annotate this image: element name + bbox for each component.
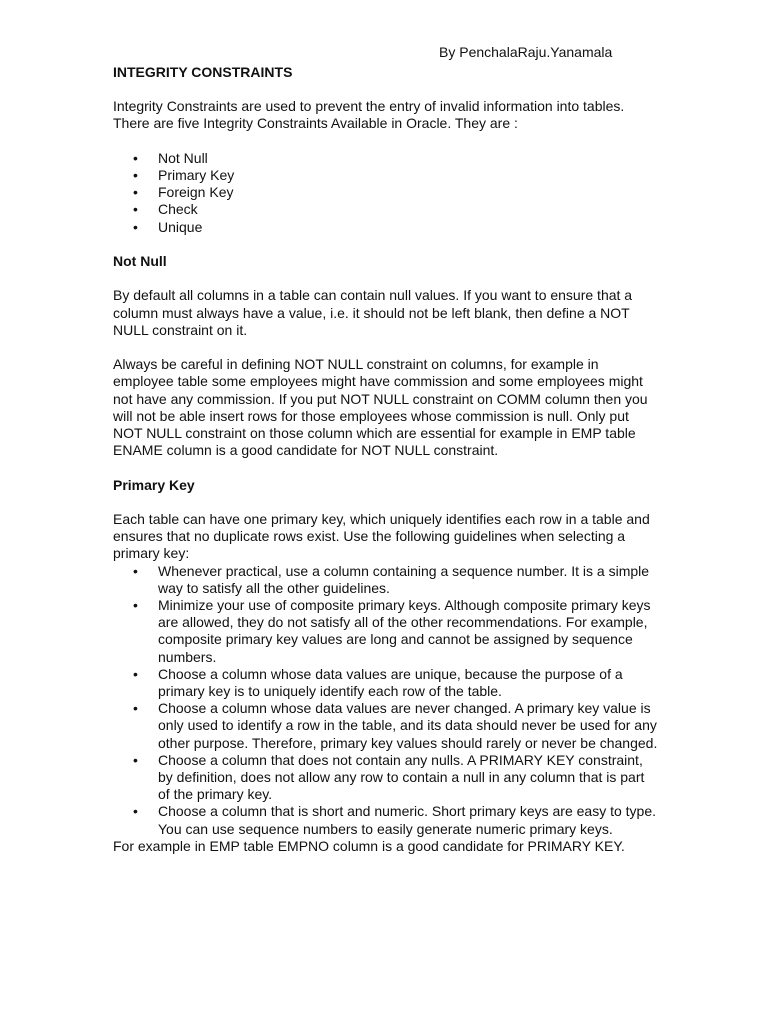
list-item: • Choose a column whose data values are unique, because the purpose of a primary key is to uniquely identify each row of the table.	[113, 666, 658, 700]
list-item: • Check	[113, 201, 658, 218]
not-null-paragraph-2: Always be careful in defining NOT NULL constraint on columns, for example in employee table some employees might have commission and some employees might not have any commission. If you put NOT NULL constraint on COMM column then you will not be able insert rows for those employees whose commission is null. Only put NOT NULL constraint on those column which are essential for example in EMP table ENAME column is a good candidate for NOT NULL constraint.	[113, 356, 648, 459]
list-item: • Minimize your use of composite primary keys. Although composite primary keys are allowed, they do not satisfy all of the other recommendations. For example, composite primary key values are long and cannot be assigned by sequence numbers.	[113, 597, 658, 666]
document-title: INTEGRITY CONSTRAINTS	[113, 64, 293, 80]
author-line: By PenchalaRaju.Yanamala	[439, 44, 613, 60]
spacer	[113, 81, 658, 98]
section-heading-primary-key: Primary Key	[113, 476, 195, 493]
document-body	[113, 64, 658, 855]
list-item: • Choose a column whose data values are never changed. A primary key value is only used to identify a row in the table, and its data should never be used for any other purpose. Therefore, primary key values should rarely or never be changed.	[113, 700, 658, 752]
primary-key-example: For example in EMP table EMPNO column is a good candidate for PRIMARY KEY.	[113, 837, 625, 854]
spacer	[113, 459, 658, 476]
section-heading-not-null: Not Null	[113, 252, 167, 269]
not-null-paragraph-1: By default all columns in a table can contain null values. If you want to ensure that a column must always have a value, i.e. it should not be left blank, then define a NOT NULL constraint on it.	[113, 287, 633, 338]
spacer	[113, 494, 658, 511]
primary-key-intro: Each table can have one primary key, which uniquely identifies each row in a table and ensures that no duplicate rows exist. Use the following guidelines when selecting a primary key:	[113, 510, 650, 562]
spacer	[113, 133, 658, 150]
spacer	[113, 236, 658, 253]
list-item: • Whenever practical, use a column containing a sequence number. It is a simple way to satisfy all the other guidelines.	[113, 563, 658, 597]
list-item: • Unique	[113, 219, 658, 236]
list-item: • Not Null	[113, 150, 658, 167]
constraint-list	[113, 150, 658, 236]
list-item: • Primary Key	[113, 167, 658, 184]
spacer	[113, 339, 658, 356]
spacer	[113, 270, 658, 287]
list-item: • Foreign Key	[113, 184, 658, 201]
list-item: • Choose a column that is short and numeric. Short primary keys are easy to type. You can use sequence numbers to easily generate numeric primary keys.	[113, 803, 658, 837]
intro-paragraph: Integrity Constraints are used to prevent the entry of invalid information into tables. There are five Integrity Constraints Available in Oracle. They are :	[113, 98, 625, 132]
list-item: • Choose a column that does not contain any nulls. A PRIMARY KEY constraint, by definition, does not allow any row to contain a null in any column that is part of the primary key.	[113, 752, 658, 804]
primary-key-guidelines	[113, 563, 658, 838]
